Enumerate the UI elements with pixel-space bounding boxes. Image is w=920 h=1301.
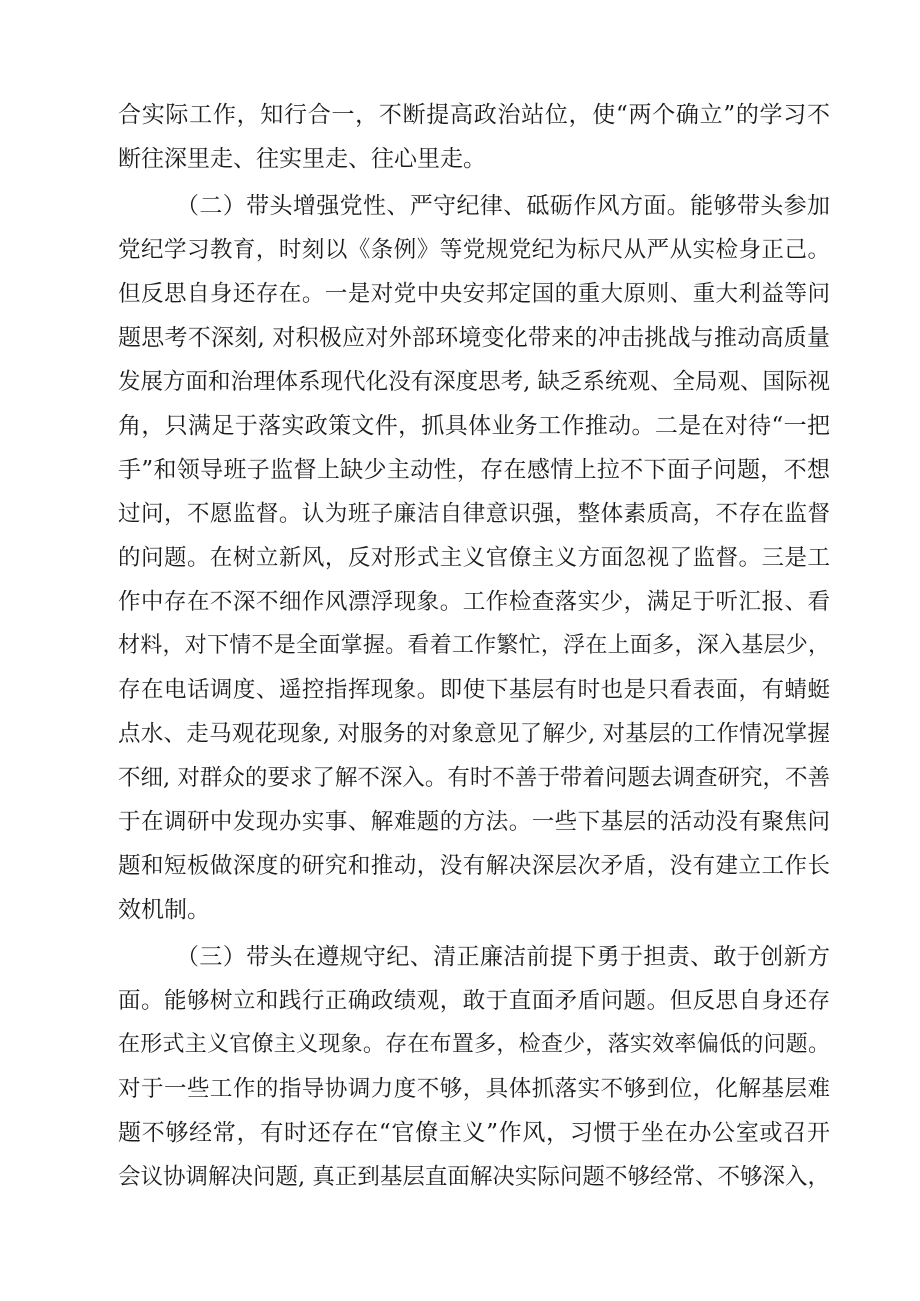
paragraph-first-line: （三）带头在遵规守纪、清正廉洁前提下勇于担责、敢于创新方 bbox=[176, 944, 830, 970]
text-line: 不细, 对群众的要求了解不深入。有时不善于带着问题去调查研究，不善 bbox=[118, 765, 830, 791]
text-line: 但反思自身还存在。一是对党中央安邦定国的重大原则、重大利益等问 bbox=[118, 281, 830, 307]
text-line: 合实际工作，知行合一，不断提高政治站位，使“两个确立”的学习不 bbox=[118, 102, 830, 128]
text-line: 作中存在不深不细作风漂浮现象。工作检查落实少，满足于听汇报、看 bbox=[118, 589, 830, 615]
text-line: 党纪学习教育，时刻以《条例》等党规党纪为标尺从严从实检身正己。 bbox=[118, 237, 830, 263]
text-line: 效机制。 bbox=[118, 897, 210, 923]
text-line: 手”和领导班子监督上缺少主动性，存在感情上拉不下面子问题，不想 bbox=[118, 457, 830, 483]
text-line: 存在电话调度、遥控指挥现象。即使下基层有时也是只看表面，有蜻蜓 bbox=[118, 677, 830, 703]
paragraph-first-line: （二）带头增强党性、严守纪律、砥砺作风方面。能够带头参加 bbox=[176, 193, 830, 219]
text-line: 断往深里走、往实里走、往心里走。 bbox=[118, 146, 486, 172]
text-line: 在形式主义官僚主义现象。存在布置多，检查少，落实效率偏低的问题。 bbox=[118, 1032, 830, 1057]
text-line: 过问，不愿监督。认为班子廉洁自律意识强，整体素质高，不存在监督 bbox=[118, 501, 830, 527]
text-line: 材料，对下情不是全面掌握。看着工作繁忙，浮在上面多，深入基层少， bbox=[118, 633, 830, 658]
text-line: 点水、走马观花现象, 对服务的对象意见了解少, 对基层的工作情况掌握 bbox=[118, 721, 830, 747]
text-line: 对于一些工作的指导协调力度不够，具体抓落实不够到位，化解基层难 bbox=[118, 1076, 830, 1102]
text-line: 的问题。在树立新风，反对形式主义官僚主义方面忽视了监督。三是工 bbox=[118, 545, 830, 571]
text-line: 面。能够树立和践行正确政绩观，敢于直面矛盾问题。但反思自身还存 bbox=[118, 988, 830, 1014]
text-line: 题不够经常，有时还存在“官僚主义”作风，习惯于坐在办公室或召开 bbox=[118, 1120, 830, 1146]
text-line: 于在调研中发现办实事、解难题的方法。一些下基层的活动没有聚焦问 bbox=[118, 809, 830, 835]
text-line: 会议协调解决问题, 真正到基层直面解决实际问题不够经常、不够深入， bbox=[118, 1164, 830, 1190]
text-line: 角，只满足于落实政策文件，抓具体业务工作推动。二是在对待“一把 bbox=[118, 413, 830, 439]
text-line: 题和短板做深度的研究和推动，没有解决深层次矛盾，没有建立工作长 bbox=[118, 853, 830, 879]
text-line: 题思考不深刻, 对积极应对外部环境变化带来的冲击挑战与推动高质量 bbox=[118, 325, 830, 351]
text-line: 发展方面和治理体系现代化没有深度思考, 缺乏系统观、全局观、国际视 bbox=[118, 369, 830, 395]
